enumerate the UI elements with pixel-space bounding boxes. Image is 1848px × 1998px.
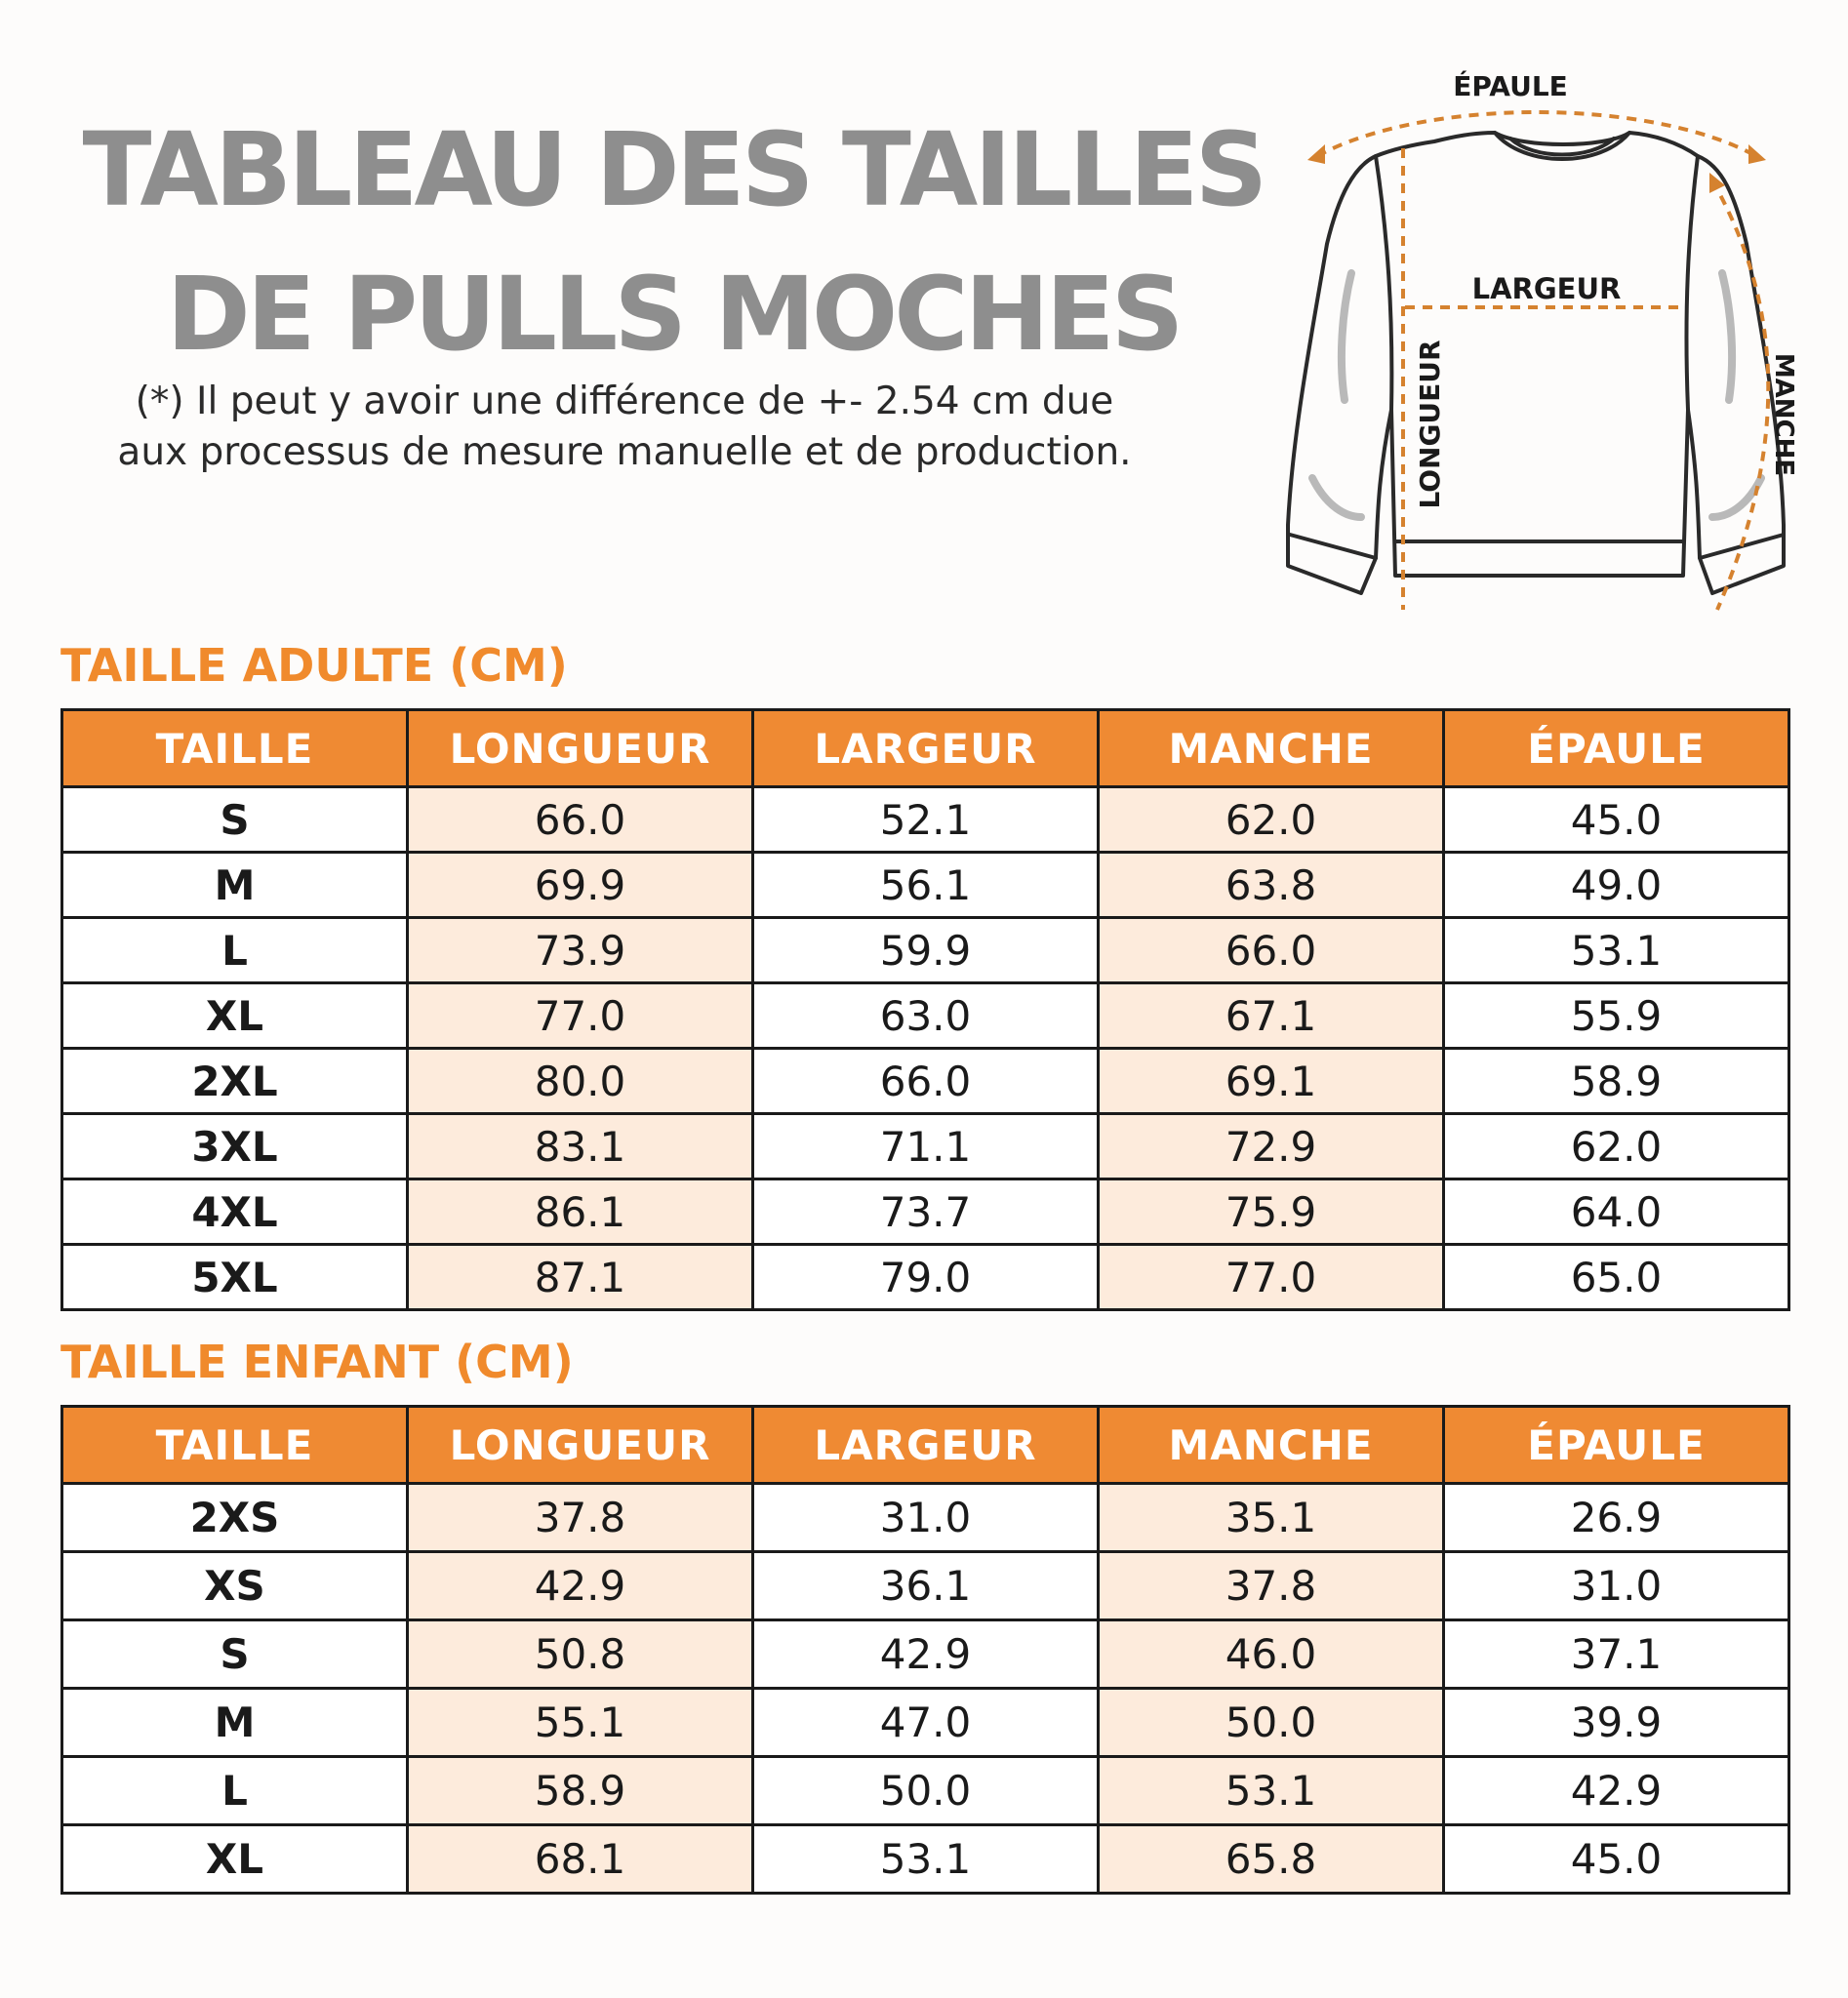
- size-cell: L: [62, 918, 408, 983]
- table-row: [62, 1825, 1789, 1894]
- size-cell: 4XL: [62, 1179, 408, 1245]
- size-cell: 5XL: [62, 1245, 408, 1310]
- longueur-cell: 42.9: [408, 1552, 753, 1620]
- table-row: [62, 1484, 1789, 1552]
- longueur-cell: 77.0: [408, 983, 753, 1049]
- measurement-note-line-2: aux processus de mesure manuelle et de production.: [117, 430, 1132, 474]
- kids-size-table: [60, 1405, 1790, 1895]
- size-cell: 3XL: [62, 1114, 408, 1179]
- longueur-cell: 86.1: [408, 1179, 753, 1245]
- manche-cell: 66.0: [1099, 918, 1444, 983]
- manche-cell: 62.0: [1099, 787, 1444, 853]
- table-row: [62, 918, 1789, 983]
- longueur-cell: 83.1: [408, 1114, 753, 1179]
- label-epaule: ÉPAULE: [1453, 70, 1568, 102]
- manche-cell: 53.1: [1099, 1757, 1444, 1825]
- manche-cell: 50.0: [1099, 1689, 1444, 1757]
- largeur-cell: 59.9: [753, 918, 1099, 983]
- col-header-longueur: LONGUEUR: [408, 710, 753, 787]
- measurement-note: [49, 377, 1200, 478]
- size-cell: XS: [62, 1552, 408, 1620]
- epaule-cell: 53.1: [1444, 918, 1789, 983]
- epaule-cell: 55.9: [1444, 983, 1789, 1049]
- col-header-manche: MANCHE: [1099, 710, 1444, 787]
- longueur-cell: 50.8: [408, 1620, 753, 1689]
- longueur-cell: 55.1: [408, 1689, 753, 1757]
- table-row: [62, 787, 1789, 853]
- table-row: [62, 1620, 1789, 1689]
- epaule-cell: 65.0: [1444, 1245, 1789, 1310]
- largeur-cell: 53.1: [753, 1825, 1099, 1894]
- col-header-largeur: LARGEUR: [753, 710, 1099, 787]
- epaule-cell: 45.0: [1444, 787, 1789, 853]
- table-row: [62, 1552, 1789, 1620]
- manche-cell: 72.9: [1099, 1114, 1444, 1179]
- manche-cell: 69.1: [1099, 1049, 1444, 1114]
- epaule-cell: 26.9: [1444, 1484, 1789, 1552]
- epaule-cell: 62.0: [1444, 1114, 1789, 1179]
- kids-section-title: TAILLE ENFANT (CM): [60, 1336, 574, 1388]
- sweater-measurement-diagram: [1268, 59, 1834, 644]
- manche-cell: 77.0: [1099, 1245, 1444, 1310]
- longueur-cell: 69.9: [408, 853, 753, 918]
- longueur-cell: 68.1: [408, 1825, 753, 1894]
- largeur-cell: 79.0: [753, 1245, 1099, 1310]
- largeur-cell: 47.0: [753, 1689, 1099, 1757]
- largeur-cell: 31.0: [753, 1484, 1099, 1552]
- table-row: [62, 1757, 1789, 1825]
- largeur-cell: 50.0: [753, 1757, 1099, 1825]
- size-cell: M: [62, 1689, 408, 1757]
- size-cell: L: [62, 1757, 408, 1825]
- manche-cell: 75.9: [1099, 1179, 1444, 1245]
- size-cell: S: [62, 1620, 408, 1689]
- epaule-cell: 64.0: [1444, 1179, 1789, 1245]
- largeur-cell: 73.7: [753, 1179, 1099, 1245]
- table-header-row: [62, 710, 1789, 787]
- col-header-taille: TAILLE: [62, 710, 408, 787]
- adult-section-title: TAILLE ADULTE (CM): [60, 639, 568, 692]
- col-header-manche: MANCHE: [1099, 1407, 1444, 1484]
- measurement-note-line-1: (*) Il peut y avoir une différence de +- 2.54 cm due: [135, 380, 1114, 423]
- manche-cell: 35.1: [1099, 1484, 1444, 1552]
- epaule-cell: 45.0: [1444, 1825, 1789, 1894]
- table-header-row: [62, 1407, 1789, 1484]
- largeur-cell: 52.1: [753, 787, 1099, 853]
- col-header-largeur: LARGEUR: [753, 1407, 1099, 1484]
- adult-size-table: [60, 708, 1790, 1311]
- table-row: [62, 983, 1789, 1049]
- table-row: [62, 1689, 1789, 1757]
- page-title-line-1: TABLEAU DES TAILLES: [82, 110, 1265, 229]
- size-cell: 2XS: [62, 1484, 408, 1552]
- size-cell: 2XL: [62, 1049, 408, 1114]
- manche-cell: 63.8: [1099, 853, 1444, 918]
- manche-cell: 65.8: [1099, 1825, 1444, 1894]
- manche-cell: 46.0: [1099, 1620, 1444, 1689]
- largeur-cell: 42.9: [753, 1620, 1099, 1689]
- largeur-cell: 66.0: [753, 1049, 1099, 1114]
- manche-cell: 37.8: [1099, 1552, 1444, 1620]
- epaule-cell: 42.9: [1444, 1757, 1789, 1825]
- longueur-cell: 87.1: [408, 1245, 753, 1310]
- label-longueur: LONGUEUR: [1414, 340, 1446, 509]
- manche-cell: 67.1: [1099, 983, 1444, 1049]
- page-title-line-2: DE PULLS MOCHES: [166, 255, 1181, 374]
- table-row: [62, 853, 1789, 918]
- longueur-cell: 66.0: [408, 787, 753, 853]
- longueur-cell: 37.8: [408, 1484, 753, 1552]
- col-header-longueur: LONGUEUR: [408, 1407, 753, 1484]
- size-cell: S: [62, 787, 408, 853]
- epaule-cell: 49.0: [1444, 853, 1789, 918]
- size-cell: M: [62, 853, 408, 918]
- table-row: [62, 1179, 1789, 1245]
- size-cell: XL: [62, 983, 408, 1049]
- col-header-taille: TAILLE: [62, 1407, 408, 1484]
- largeur-cell: 71.1: [753, 1114, 1099, 1179]
- label-manche: MANCHE: [1769, 352, 1798, 477]
- epaule-cell: 31.0: [1444, 1552, 1789, 1620]
- largeur-cell: 63.0: [753, 983, 1099, 1049]
- table-row: [62, 1049, 1789, 1114]
- size-cell: XL: [62, 1825, 408, 1894]
- longueur-cell: 73.9: [408, 918, 753, 983]
- label-largeur: LARGEUR: [1471, 272, 1622, 305]
- epaule-cell: 37.1: [1444, 1620, 1789, 1689]
- epaule-cell: 58.9: [1444, 1049, 1789, 1114]
- page-title: [49, 98, 1298, 386]
- epaule-cell: 39.9: [1444, 1689, 1789, 1757]
- sleeve-guide: [1712, 180, 1768, 610]
- table-row: [62, 1114, 1789, 1179]
- col-header-epaule: ÉPAULE: [1444, 1407, 1789, 1484]
- largeur-cell: 36.1: [753, 1552, 1099, 1620]
- largeur-cell: 56.1: [753, 853, 1099, 918]
- col-header-epaule: ÉPAULE: [1444, 710, 1789, 787]
- table-row: [62, 1245, 1789, 1310]
- sweater-icon: [1288, 133, 1784, 593]
- longueur-cell: 80.0: [408, 1049, 753, 1114]
- longueur-cell: 58.9: [408, 1757, 753, 1825]
